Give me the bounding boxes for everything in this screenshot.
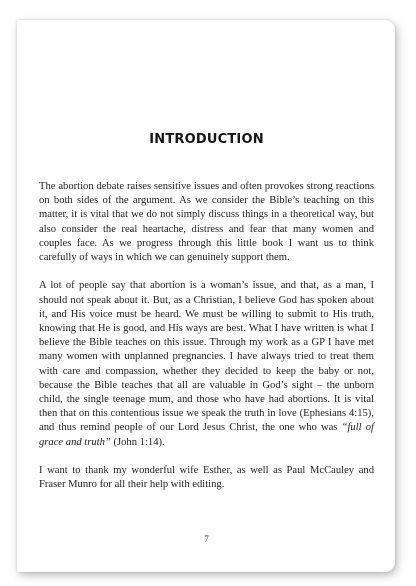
paragraph-2-text: A lot of people say that abortion is a woman’s issue, and that, as a man, I should not speak about it. But, as a Christian, I believe God has spoken about it, and His voice must be heard. We must be willing to submit to His truth, knowing that He is good, and His ways are best. What I have written is what I believe the Bible teaches on this issue. Through my work as a GP I have met many women with unplanned pregnancies. I have always tried to treat them with care and compassion, whether they decided to keep the baby or not, because the Bible teaches that all are valuable in God’s sight – the unborn child, the single teenage mum, and those who have had abortions. It is vital then that on this contentious issue we speak the truth in love (Ephesians 4:15), and thus remind people of our Lord Jesus Christ, the one who was [39, 280, 374, 434]
page-title: INTRODUCTION [149, 132, 264, 147]
book-page [17, 20, 395, 572]
page-content [39, 20, 374, 572]
paragraph-2 [39, 279, 374, 449]
body-text [39, 180, 374, 507]
paragraph-3: I want to thank my wonderful wife Esther, as well as Paul McCauley and Fraser Munro for all their help with editing. [39, 465, 374, 491]
scripture-quote: “full of grace and truth” [39, 422, 374, 448]
scripture-reference: (John 1:14). [110, 436, 165, 448]
paragraph-1: The abortion debate raises sensitive issues and often provokes strong reactions on both sides of the argument. As we consider the Bible’s teaching on this matter, it is vital that we do not simply discuss things in a theoretical way, but also consider the real heartache, distress and fear that many women and couples face. As we progress through this little book I want us to think carefully of ways in which we can genuinely support them. [39, 181, 374, 264]
page-number: 7 [204, 534, 209, 544]
